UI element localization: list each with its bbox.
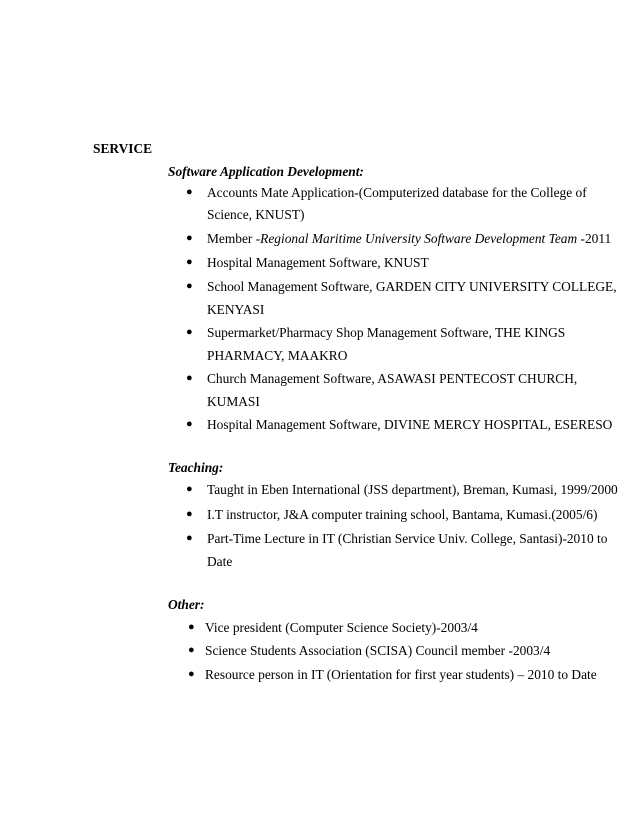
bullet-icon: ● <box>186 232 193 244</box>
bullet-icon: ● <box>188 644 195 656</box>
software-item-7: Hospital Management Software, DIVINE MERCY HOSPITAL, ESERESO <box>207 417 613 432</box>
bullet-icon: ● <box>186 483 193 495</box>
bullet-icon: ● <box>186 532 193 544</box>
software-item-2-prefix: Member - <box>207 231 261 246</box>
software-item-4-line-1: School Management Software, GARDEN CITY UNIVERSITY COLLEGE, <box>207 279 617 294</box>
software-item-2-suffix: -2011 <box>577 231 612 246</box>
software-item-1-line-2: Science, KNUST) <box>207 207 305 222</box>
software-item-5-line-1: Supermarket/Pharmacy Shop Management Software, THE KINGS <box>207 325 566 340</box>
bullet-icon: ● <box>186 418 193 430</box>
software-item-1-line-1: Accounts Mate Application-(Computerized database for the College of <box>207 185 587 200</box>
software-item-4-line-2: KENYASI <box>207 302 265 317</box>
bullet-icon: ● <box>186 508 193 520</box>
teaching-item-1: Taught in Eben International (JSS department), Breman, Kumasi, 1999/2000 <box>207 482 618 497</box>
teaching-item-3-line-1: Part-Time Lecture in IT (Christian Service Univ. College, Santasi)-2010 to <box>207 531 608 546</box>
software-item-5-line-2: PHARMACY, MAAKRO <box>207 348 348 363</box>
software-item-2-italic: Regional Maritime University Software Development Team <box>260 231 578 246</box>
software-item-6-line-2: KUMASI <box>207 394 260 409</box>
bullet-icon: ● <box>186 280 193 292</box>
teaching-item-3-line-2: Date <box>207 554 233 569</box>
section-title: SERVICE <box>93 141 153 156</box>
other-heading: Other: <box>168 597 205 612</box>
software-item-2 <box>207 232 611 245</box>
software-heading: Software Application Development: <box>168 164 364 179</box>
other-item-1: Vice president (Computer Science Society)-2003/4 <box>205 620 478 635</box>
teaching-heading: Teaching: <box>168 460 224 475</box>
teaching-item-2: I.T instructor, J&A computer training school, Bantama, Kumasi.(2005/6) <box>207 507 598 522</box>
bullet-icon: ● <box>186 186 193 198</box>
software-item-3: Hospital Management Software, KNUST <box>207 255 429 270</box>
bullet-icon: ● <box>188 621 195 633</box>
software-item-6-line-1: Church Management Software, ASAWASI PENTECOST CHURCH, <box>207 371 578 386</box>
bullet-icon: ● <box>186 372 193 384</box>
other-item-2: Science Students Association (SCISA) Council member -2003/4 <box>205 643 551 658</box>
bullet-icon: ● <box>188 668 195 680</box>
bullet-icon: ● <box>186 256 193 268</box>
other-item-3: Resource person in IT (Orientation for first year students) – 2010 to Date <box>205 667 597 682</box>
bullet-icon: ● <box>186 326 193 338</box>
